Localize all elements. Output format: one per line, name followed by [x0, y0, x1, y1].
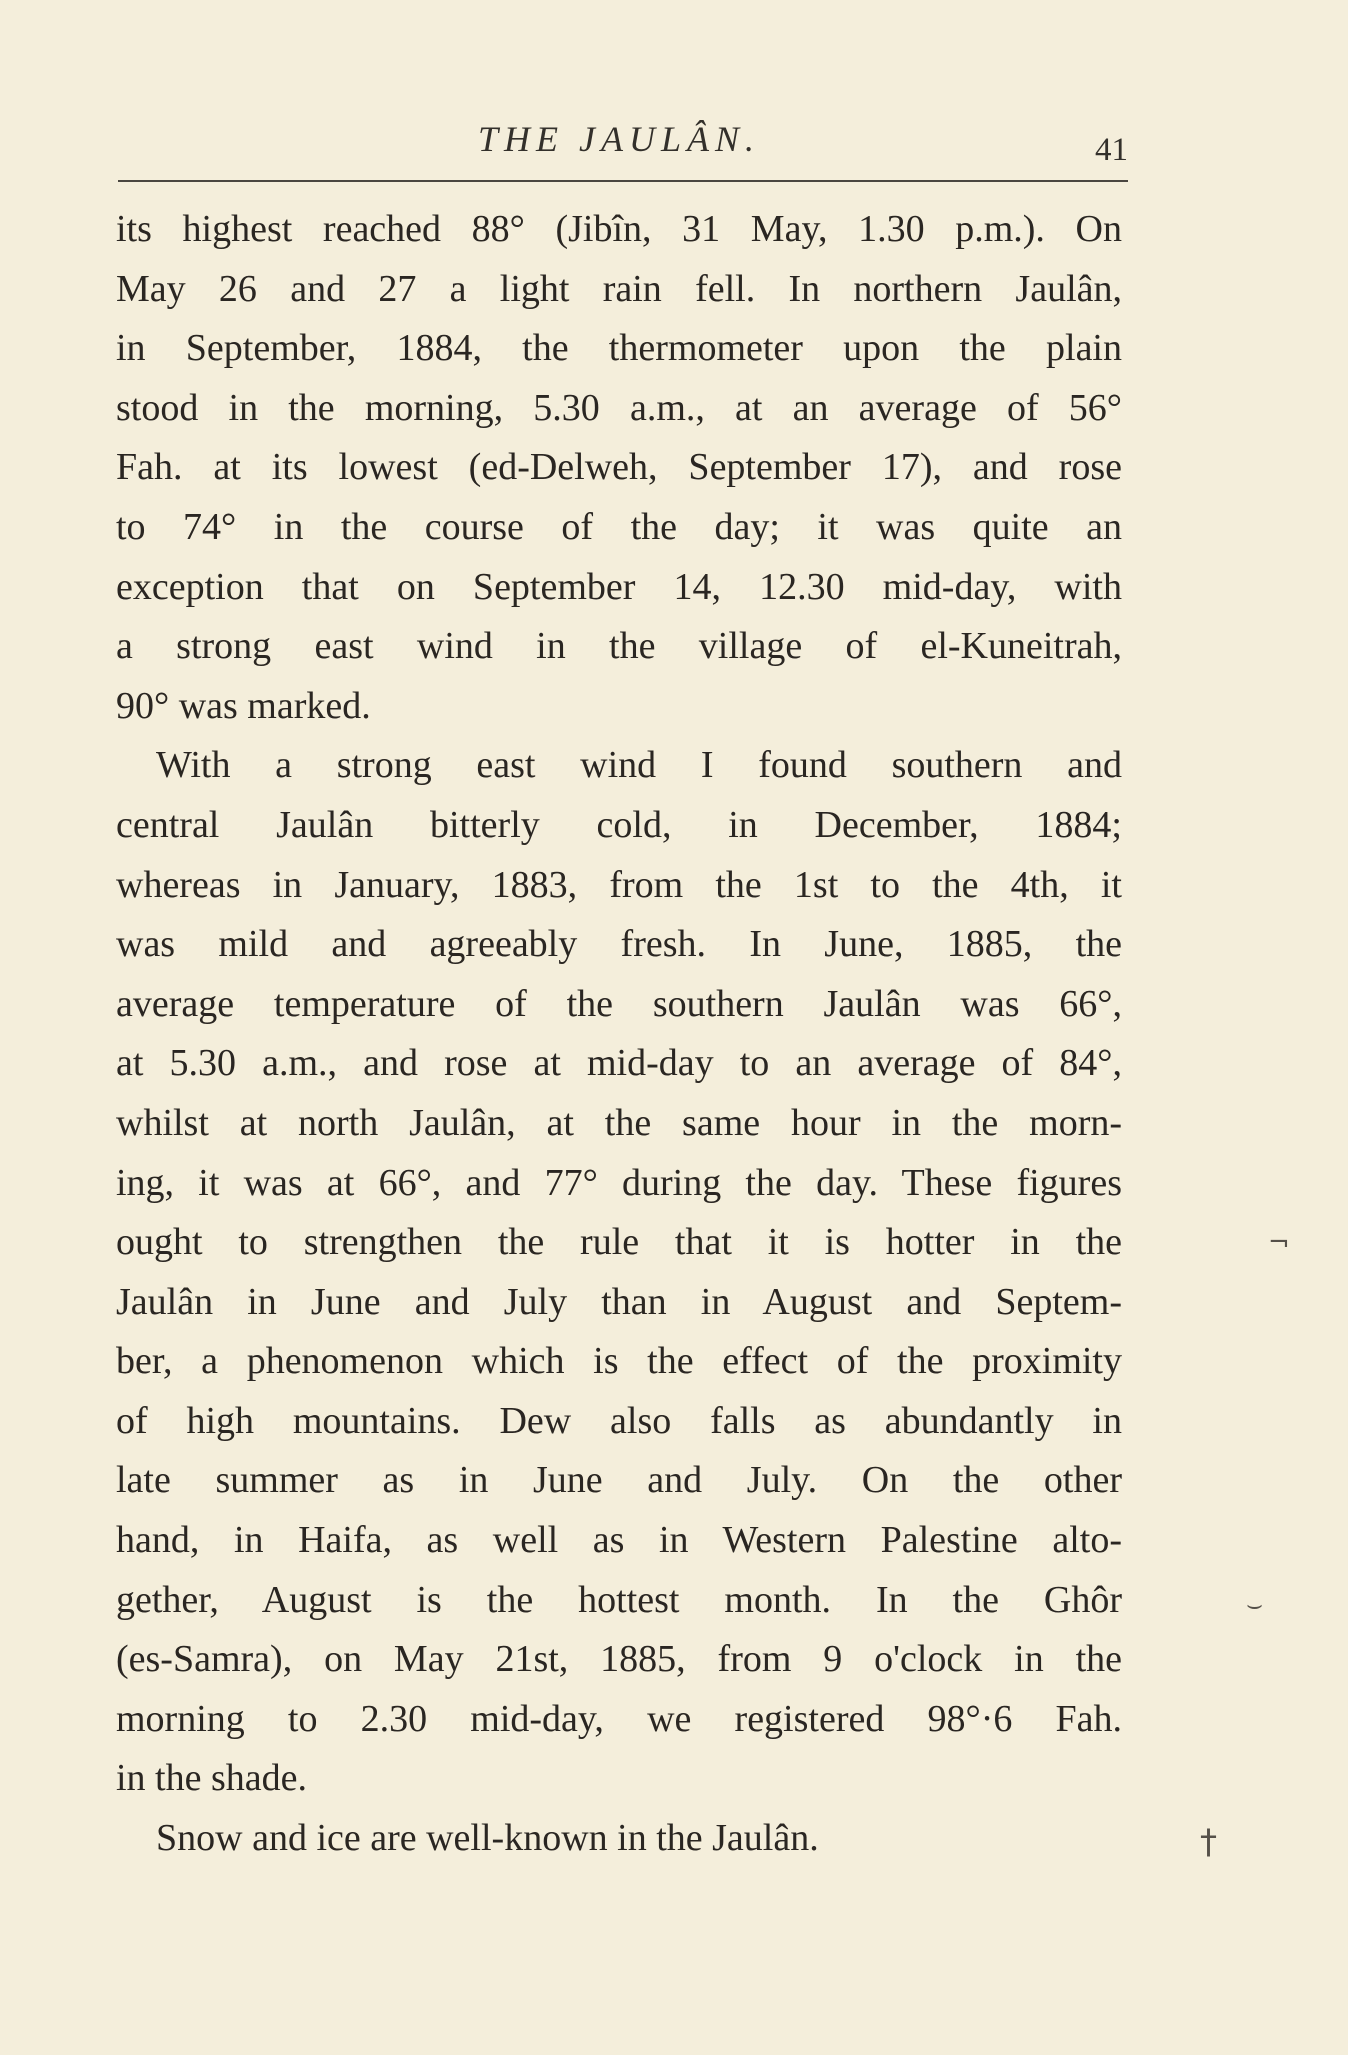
text-line: of high mountains. Dew also falls as abundantly in [116, 1399, 1122, 1442]
text-line: central Jaulân bitterly cold, in December, 1884; [116, 803, 1122, 846]
text-line: ber, a phenomenon which is the effect of the proximity [116, 1340, 1122, 1383]
text-line: in September, 1884, the thermometer upon the plain [116, 327, 1122, 370]
text-line: was mild and agreeably fresh. In June, 1885, the [116, 923, 1122, 966]
text-line: hand, in Haifa, as well as in Western Palestine alto- [116, 1519, 1122, 1562]
margin-mark: ¬ [1268, 1228, 1290, 1258]
text-line: morning to 2.30 mid-day, we registered 98°·6 Fah. [116, 1697, 1122, 1740]
text-line: ought to strengthen the rule that it is hotter in the [116, 1221, 1122, 1264]
margin-mark: ⌣ [1246, 1590, 1264, 1620]
text-line: Fah. at its lowest (ed-Delweh, September 17), and rose [116, 446, 1122, 489]
text-line: its highest reached 88° (Jibîn, 31 May, 1.30 p.m.). On [116, 208, 1122, 250]
text-line: Jaulân in June and July than in August and Septem- [116, 1280, 1122, 1323]
text-line: whereas in January, 1883, from the 1st to the 4th, it [116, 863, 1122, 906]
text-line: (es-Samra), on May 21st, 1885, from 9 o'clock in the [116, 1638, 1122, 1681]
page-number: 41 [1095, 132, 1128, 168]
header-rule [118, 180, 1128, 182]
text-line: gether, August is the hottest month. In the Ghôr [116, 1578, 1122, 1621]
text-line: to 74° in the course of the day; it was quite an [116, 505, 1122, 548]
margin-mark: † [1200, 1822, 1217, 1862]
text-line: stood in the morning, 5.30 a.m., at an average of 56° [116, 386, 1122, 429]
text-line: average temperature of the southern Jaulân was 66°, [116, 982, 1122, 1025]
text-line: 90° was marked. [116, 684, 371, 727]
body-text [116, 200, 1122, 1869]
text-line: late summer as in June and July. On the other [116, 1459, 1122, 1502]
text-line: whilst at north Jaulân, at the same hour in the morn- [116, 1101, 1122, 1144]
text-line: ing, it was at 66°, and 77° during the day. These figures [116, 1161, 1122, 1204]
text-line: May 26 and 27 a light rain fell. In northern Jaulân, [116, 267, 1122, 310]
text-line: With a strong east wind I found southern and [156, 744, 1122, 787]
running-title: THE JAULÂN. [478, 119, 760, 159]
running-head [118, 110, 1128, 180]
text-line: Snow and ice are well-known in the Jaulân. [156, 1817, 819, 1860]
text-line: at 5.30 a.m., and rose at mid-day to an average of 84°, [116, 1042, 1122, 1085]
text-line: a strong east wind in the village of el-Kuneitrah, [116, 625, 1122, 668]
text-line: in the shade. [116, 1757, 308, 1800]
text-line: exception that on September 14, 12.30 mid-day, with [116, 565, 1122, 608]
